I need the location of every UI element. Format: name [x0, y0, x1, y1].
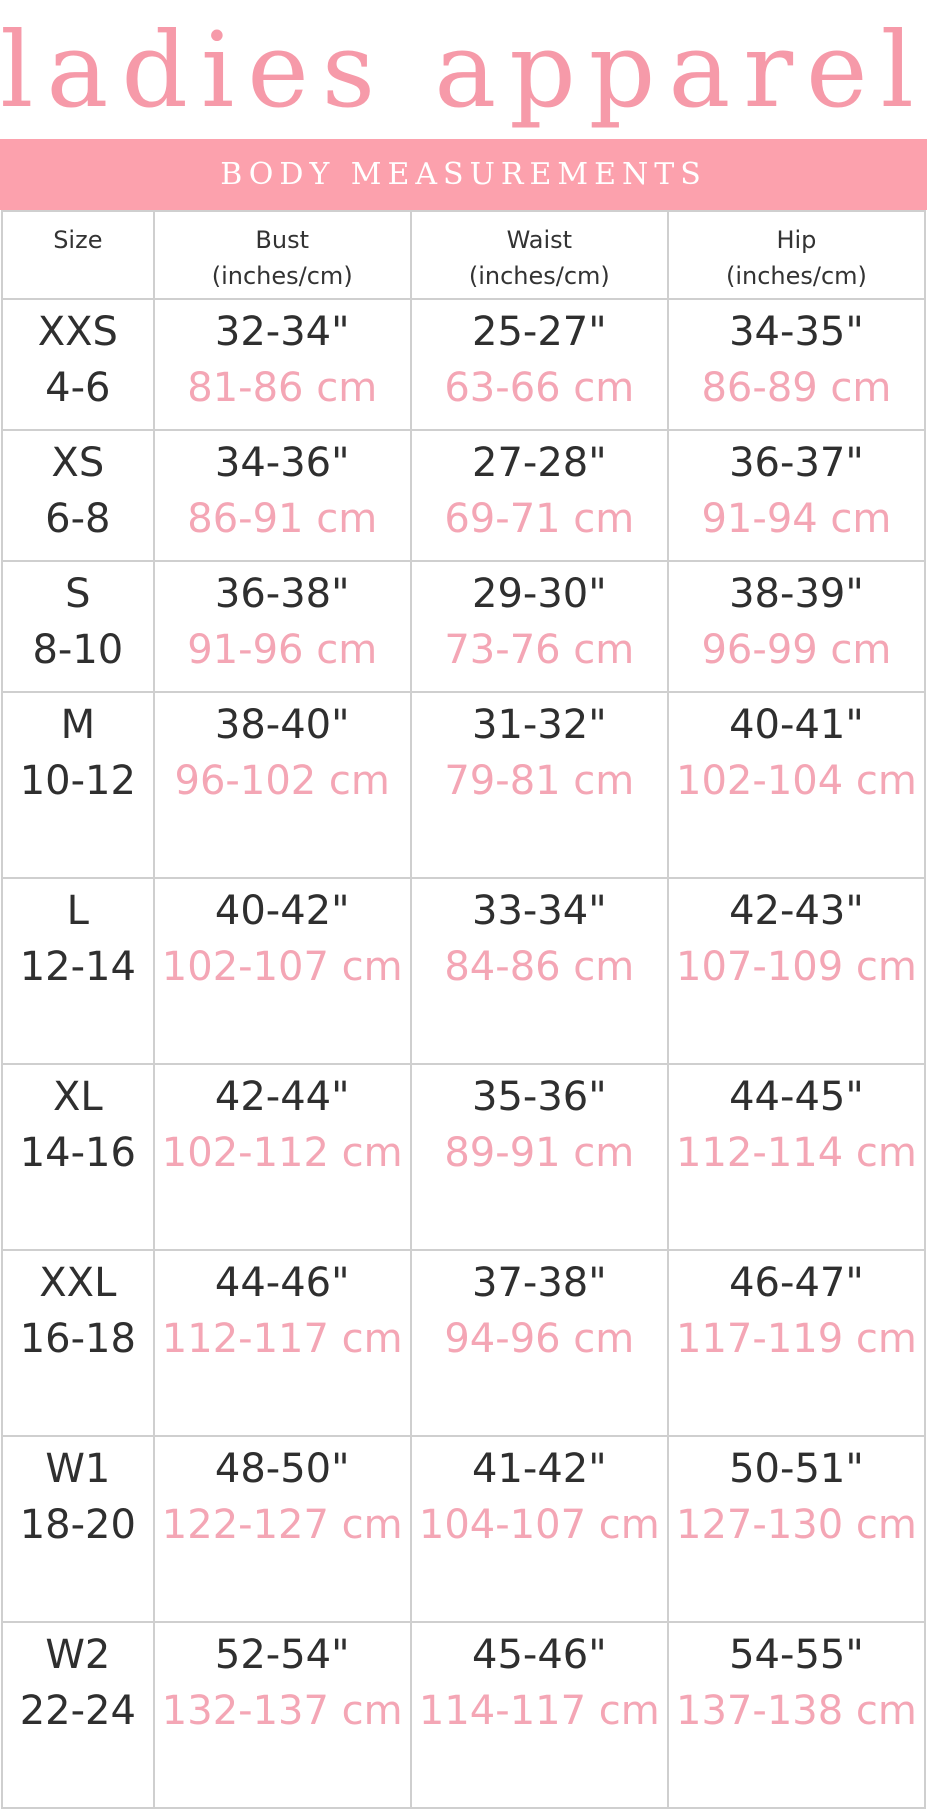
waist-cm: 79-81 cm	[444, 758, 635, 804]
bust-cm: 102-107 cm	[161, 944, 403, 990]
size-label: L	[66, 888, 89, 934]
header-waist-unit: (inches/cm)	[468, 262, 610, 290]
hip-inches: 38-39"	[729, 571, 864, 617]
hip-cm: 137-138 cm	[676, 1688, 917, 1734]
size-number: 4-6	[45, 365, 111, 411]
header-bust	[154, 211, 411, 299]
waist-cm: 84-86 cm	[444, 944, 635, 990]
hip-inches: 50-51"	[729, 1446, 864, 1492]
waist-cell	[411, 299, 668, 430]
hip-cell	[668, 430, 925, 561]
size-number: 22-24	[19, 1688, 136, 1734]
waist-cm: 104-107 cm	[418, 1502, 660, 1548]
waist-inches: 29-30"	[472, 571, 607, 617]
waist-cm: 73-76 cm	[444, 627, 635, 673]
hip-cm: 107-109 cm	[676, 944, 917, 990]
hip-inches: 36-37"	[729, 440, 864, 486]
bust-inches: 48-50"	[214, 1446, 350, 1492]
size-label: S	[65, 571, 91, 617]
header-hip	[668, 211, 925, 299]
section-banner: BODY MEASUREMENTS	[0, 139, 927, 210]
hip-cell	[668, 1436, 925, 1622]
table-row	[2, 692, 925, 878]
bust-inches: 38-40"	[214, 702, 350, 748]
hip-inches: 54-55"	[729, 1632, 864, 1678]
hip-inches: 42-43"	[729, 888, 864, 934]
bust-inches: 40-42"	[214, 888, 350, 934]
size-label: XXS	[37, 309, 118, 355]
waist-inches: 25-27"	[472, 309, 607, 355]
size-number: 18-20	[19, 1502, 136, 1548]
waist-inches: 27-28"	[472, 440, 607, 486]
waist-inches: 41-42"	[472, 1446, 607, 1492]
header-waist	[411, 211, 668, 299]
bust-cell	[154, 878, 411, 1064]
size-cell	[2, 1250, 154, 1436]
bust-cm: 86-91 cm	[187, 496, 378, 542]
size-number: 10-12	[19, 758, 136, 804]
table-row	[2, 430, 925, 561]
waist-inches: 45-46"	[472, 1632, 607, 1678]
header-bust-unit: (inches/cm)	[211, 262, 353, 290]
size-chart-table	[1, 210, 926, 1809]
size-number: 16-18	[19, 1316, 136, 1362]
size-label: W1	[45, 1446, 111, 1492]
size-cell	[2, 878, 154, 1064]
bust-inches: 52-54"	[214, 1632, 350, 1678]
table-header-row	[2, 211, 925, 299]
hip-cm: 117-119 cm	[676, 1316, 917, 1362]
size-number: 6-8	[45, 496, 111, 542]
bust-cell	[154, 299, 411, 430]
waist-inches: 33-34"	[472, 888, 607, 934]
header-hip-unit: (inches/cm)	[725, 262, 867, 290]
bust-cell	[154, 1250, 411, 1436]
hip-cell	[668, 1622, 925, 1808]
table-row	[2, 1622, 925, 1808]
table-row	[2, 1436, 925, 1622]
bust-cm: 91-96 cm	[187, 627, 378, 673]
size-label: M	[60, 702, 96, 748]
hip-cm: 96-99 cm	[701, 627, 892, 673]
waist-inches: 37-38"	[472, 1260, 607, 1306]
size-cell	[2, 299, 154, 430]
table-row	[2, 1250, 925, 1436]
header-size	[2, 211, 154, 299]
size-cell	[2, 1436, 154, 1622]
hip-cell	[668, 1250, 925, 1436]
size-label: XL	[52, 1074, 103, 1120]
size-cell	[2, 1622, 154, 1808]
waist-cell	[411, 692, 668, 878]
hip-inches: 46-47"	[729, 1260, 864, 1306]
size-cell	[2, 561, 154, 692]
bust-cm: 81-86 cm	[187, 365, 378, 411]
bust-cell	[154, 1622, 411, 1808]
bust-cell	[154, 430, 411, 561]
header-hip-label: Hip	[776, 226, 817, 254]
hip-cell	[668, 1064, 925, 1250]
bust-cm: 112-117 cm	[161, 1316, 403, 1362]
bust-inches: 44-46"	[214, 1260, 350, 1306]
hip-cm: 86-89 cm	[701, 365, 892, 411]
hip-cm: 127-130 cm	[676, 1502, 917, 1548]
hip-cell	[668, 692, 925, 878]
size-cell	[2, 692, 154, 878]
waist-cm: 114-117 cm	[418, 1688, 660, 1734]
hip-cell	[668, 299, 925, 430]
hip-cell	[668, 878, 925, 1064]
size-number: 8-10	[32, 627, 124, 673]
waist-cell	[411, 1064, 668, 1250]
bust-cell	[154, 692, 411, 878]
hip-inches: 40-41"	[729, 702, 864, 748]
table-row	[2, 299, 925, 430]
waist-cm: 63-66 cm	[444, 365, 635, 411]
waist-cell	[411, 1250, 668, 1436]
bust-inches: 34-36"	[214, 440, 350, 486]
size-number: 14-16	[19, 1130, 136, 1176]
hip-cm: 91-94 cm	[701, 496, 892, 542]
hip-cell	[668, 561, 925, 692]
waist-cm: 89-91 cm	[444, 1130, 635, 1176]
waist-cell	[411, 878, 668, 1064]
table-row	[2, 1064, 925, 1250]
waist-cell	[411, 1622, 668, 1808]
size-number: 12-14	[19, 944, 136, 990]
hip-cm: 102-104 cm	[676, 758, 917, 804]
hip-inches: 44-45"	[729, 1074, 864, 1120]
waist-cm: 94-96 cm	[444, 1316, 635, 1362]
bust-cm: 96-102 cm	[174, 758, 390, 804]
size-label: XXL	[39, 1260, 117, 1306]
waist-cm: 69-71 cm	[444, 496, 635, 542]
hip-inches: 34-35"	[729, 309, 864, 355]
header-bust-label: Bust	[255, 226, 309, 254]
bust-inches: 42-44"	[214, 1074, 350, 1120]
bust-cell	[154, 1436, 411, 1622]
bust-cell	[154, 561, 411, 692]
waist-inches: 31-32"	[472, 702, 607, 748]
table-row	[2, 561, 925, 692]
waist-inches: 35-36"	[472, 1074, 607, 1120]
waist-cell	[411, 430, 668, 561]
bust-cm: 132-137 cm	[161, 1688, 403, 1734]
hip-cm: 112-114 cm	[676, 1130, 917, 1176]
bust-inches: 32-34"	[214, 309, 350, 355]
page-title: ladies apparel	[0, 9, 927, 131]
table-row	[2, 878, 925, 1064]
bust-cell	[154, 1064, 411, 1250]
header-waist-label: Waist	[506, 226, 573, 254]
size-label: XS	[51, 440, 105, 486]
header-size-label: Size	[53, 226, 103, 254]
size-cell	[2, 430, 154, 561]
bust-cm: 122-127 cm	[161, 1502, 403, 1548]
size-cell	[2, 1064, 154, 1250]
bust-cm: 102-112 cm	[161, 1130, 403, 1176]
waist-cell	[411, 1436, 668, 1622]
waist-cell	[411, 561, 668, 692]
bust-inches: 36-38"	[214, 571, 350, 617]
size-label: W2	[45, 1632, 111, 1678]
